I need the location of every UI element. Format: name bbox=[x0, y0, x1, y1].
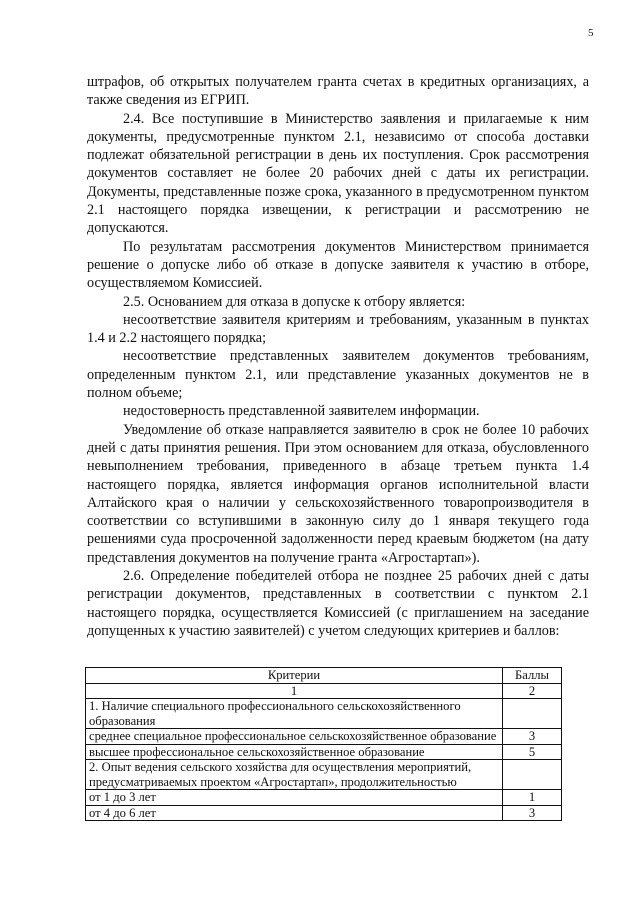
points-cell bbox=[503, 699, 562, 729]
points-cell: 3 bbox=[503, 729, 562, 745]
column-number: 2 bbox=[503, 683, 562, 699]
paragraph: 2.4. Все поступившие в Министерство заявления и прилагаемые к ним документы, предусмотренные пунктом 2.1, независимо от способа доставки подлежат обязательной регистрации в день их поступления. Срок рассмотрения документов составляет не более 20 рабочих дней с даты их регистрации. Документы, представленные позже срока, указанного в предусмотренном пунктом 2.1 настоящего порядка извещении, к регистрации и рассмотрению не допускаются. bbox=[87, 110, 589, 237]
column-header-points: Баллы bbox=[503, 668, 562, 684]
table-row bbox=[86, 805, 562, 821]
criterion-cell: 1. Наличие специального профессионального сельскохозяйственного образования bbox=[86, 699, 503, 729]
criteria-table bbox=[85, 667, 562, 821]
paragraph: несоответствие представленных заявителем документов требованиям, определенным пунктом 2.1, или представление указанных документов не в полном объеме; bbox=[87, 348, 589, 402]
column-number-row bbox=[86, 683, 562, 699]
page-number: 5 bbox=[588, 27, 594, 39]
table-row bbox=[86, 744, 562, 760]
criterion-cell: от 4 до 6 лет bbox=[86, 805, 503, 821]
points-cell: 5 bbox=[503, 744, 562, 760]
table-row bbox=[86, 729, 562, 745]
paragraph: штрафов, об открытых получателем гранта счетах в кредитных организациях, а также сведения из ЕГРИП. bbox=[87, 74, 589, 109]
criterion-cell: от 1 до 3 лет bbox=[86, 790, 503, 806]
table-row bbox=[86, 790, 562, 806]
paragraph: Уведомление об отказе направляется заявителю в срок не более 10 рабочих дней с даты принятия решения. При этом основанием для отказа, обусловленного невыполнением требования, приведенного в абзаце третьем пункта 1.4 настоящего порядка, является информация органов исполнительной власти Алтайского края о наличии у сельскохозяйственного товаропроизводителя в соответствии со вступившими в законную силу до 1 января текущего года решениями суда просроченной задолженности перед краевым бюджетом (на дату представления документов на получение гранта «Агростартап»). bbox=[87, 421, 589, 566]
column-number: 1 bbox=[86, 683, 503, 699]
paragraph: По результатам рассмотрения документов Министерством принимается решение о допуске либо об отказе в допуске заявителя к участию в отборе, осуществляемом Комиссией. bbox=[87, 238, 589, 292]
criterion-cell: среднее специальное профессиональное сельскохозяйственное образование bbox=[86, 729, 503, 745]
table-row bbox=[86, 760, 562, 790]
criterion-cell: 2. Опыт ведения сельского хозяйства для осуществления мероприятий, предусматриваемых проектом «Агростартап», продолжительностью bbox=[86, 760, 503, 790]
column-header-criteria: Критерии bbox=[86, 668, 503, 684]
document-body bbox=[87, 73, 589, 640]
points-cell: 3 bbox=[503, 805, 562, 821]
points-cell bbox=[503, 760, 562, 790]
table-row bbox=[86, 699, 562, 729]
paragraph: несоответствие заявителя критериям и требованиям, указанным в пунктах 1.4 и 2.2 настоящего порядка; bbox=[87, 311, 589, 347]
table-header-row bbox=[86, 668, 562, 684]
paragraph: 2.6. Определение победителей отбора не позднее 25 рабочих дней с даты регистрации документов, представленных в соответствии с пунктом 2.1 настоящего порядка, осуществляется Комиссией (с приглашением на заседание допущенных к участию заявителей) с учетом следующих критериев и баллов: bbox=[87, 568, 589, 639]
paragraph: 2.5. Основанием для отказа в допуске к отбору является: bbox=[123, 293, 466, 310]
paragraph: недостоверность представленной заявителем информации. bbox=[123, 403, 480, 420]
criterion-cell: высшее профессиональное сельскохозяйственное образование bbox=[86, 744, 503, 760]
points-cell: 1 bbox=[503, 790, 562, 806]
